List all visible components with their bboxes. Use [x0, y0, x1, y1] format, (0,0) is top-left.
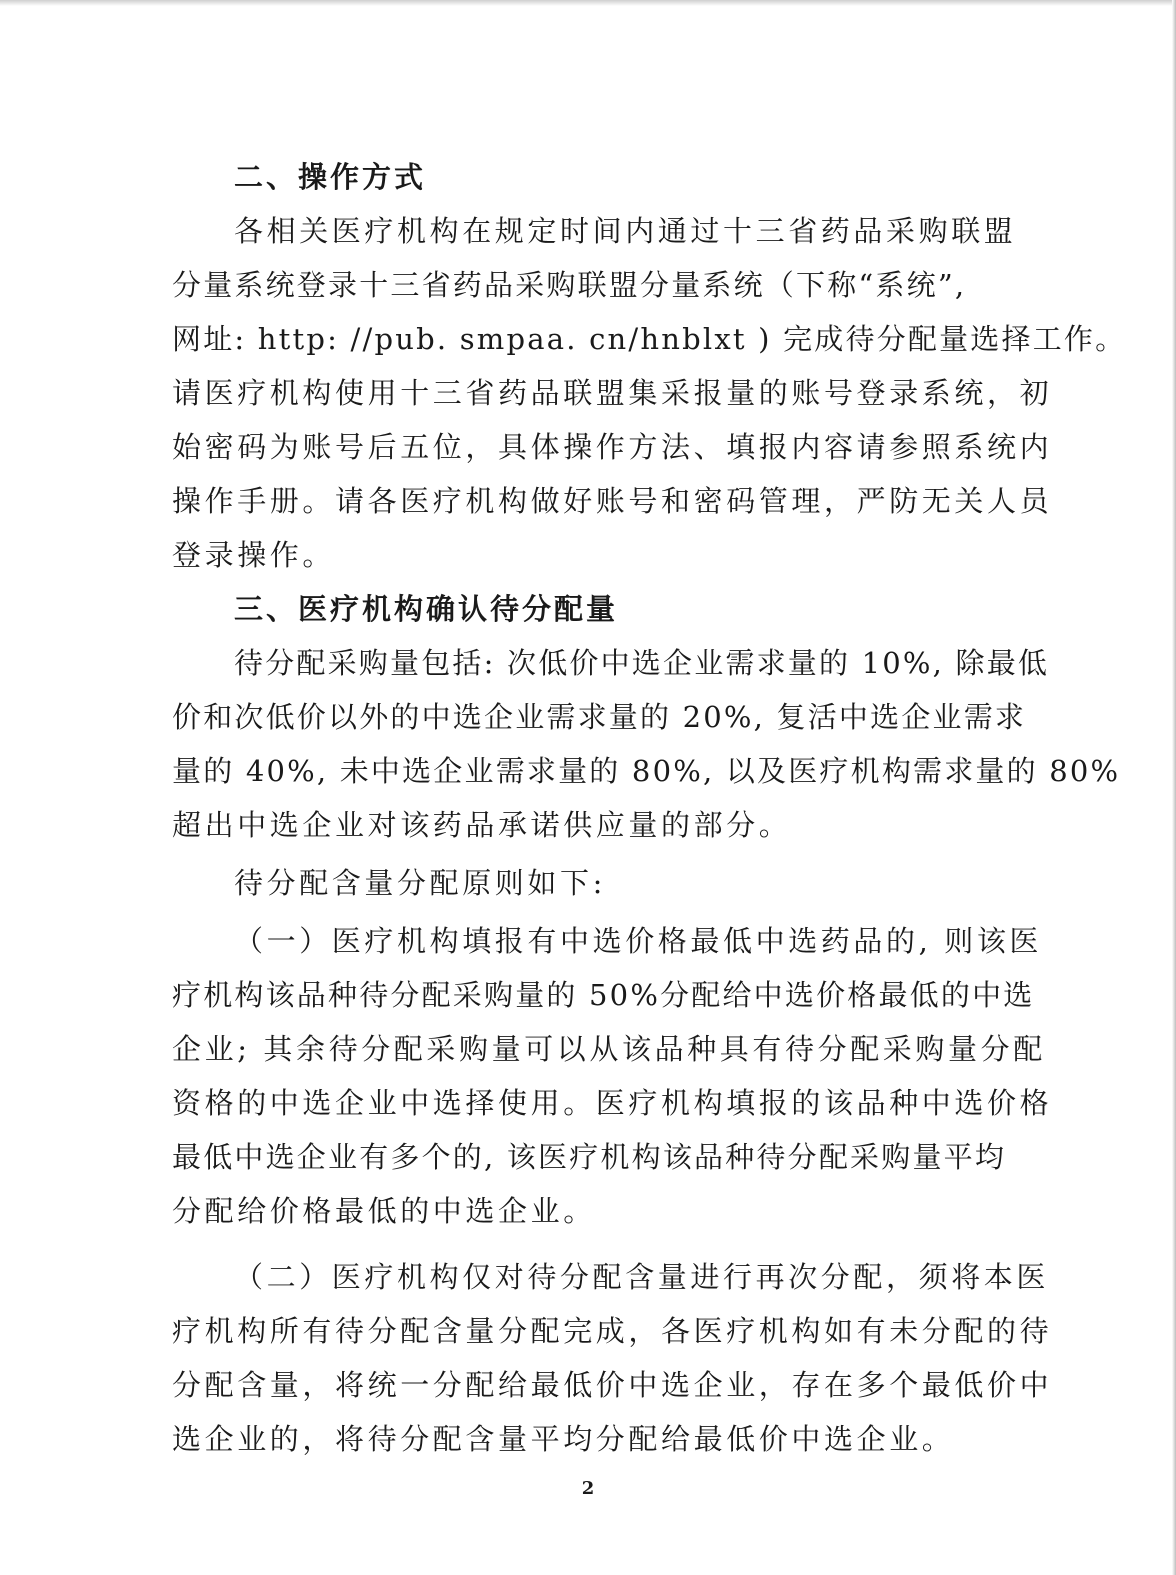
section-heading-confirm-allocation: 三、医疗机构确认待分配量	[234, 592, 619, 626]
list-item-two-line: 分配含量，将统一分配给最低价中选企业，存在多个最低价中	[172, 1368, 1053, 1402]
page-number: 2	[581, 1478, 595, 1499]
paragraph-line: 价和次低价以外的中选企业需求量的 20%, 复活中选企业需求	[172, 700, 1027, 734]
list-item-one-line: 最低中选企业有多个的, 该医疗机构该品种待分配采购量平均	[172, 1140, 1007, 1174]
list-item-two-line: 选企业的，将待分配含量平均分配给最低价中选企业。	[172, 1422, 955, 1456]
paragraph-line: 登录操作。	[172, 538, 336, 572]
list-item-one-line: 资格的中选企业中选择使用。医疗机构填报的该品种中选价格	[172, 1086, 1053, 1120]
scan-edge-right	[1172, 0, 1176, 1575]
paragraph-line: 始密码为账号后五位，具体操作方法、填报内容请参照系统内	[172, 430, 1053, 464]
list-item-one-line: 疗机构该品种待分配采购量的 50%分配给中选价格最低的中选	[172, 978, 1035, 1012]
section-heading-operation-method: 二、操作方式	[234, 160, 427, 194]
paragraph-line: 请医疗机构使用十三省药品联盟集采报量的账号登录系统，初	[172, 376, 1053, 410]
paragraph-line: 超出中选企业对该药品承诺供应量的部分。	[172, 808, 792, 842]
list-item-two-line: 疗机构所有待分配含量分配完成，各医疗机构如有未分配的待	[172, 1314, 1053, 1348]
list-item-one-line: 企业; 其余待分配采购量可以从该品种具有待分配采购量分配	[172, 1032, 1046, 1066]
paragraph-line: 操作手册。请各医疗机构做好账号和密码管理，严防无关人员	[172, 484, 1053, 518]
scan-edge-top	[0, 0, 1176, 6]
paragraph-line: 待分配含量分配原则如下:	[234, 866, 606, 900]
list-item-one-line: 分配给价格最低的中选企业。	[172, 1194, 596, 1228]
paragraph-line: 量的 40%, 未中选企业需求量的 80%, 以及医疗机构需求量的 80%	[172, 754, 1121, 788]
paragraph-line-url: 网址: http: //pub. smpaa. cn/hnblxt ) 完成待分配量选择工作。	[172, 322, 1127, 356]
list-item-two-line: （二）医疗机构仅对待分配含量进行再次分配，须将本医	[234, 1260, 1050, 1294]
paragraph-line: 各相关医疗机构在规定时间内通过十三省药品采购联盟	[234, 214, 1017, 248]
paragraph-line: 待分配采购量包括: 次低价中选企业需求量的 10%, 除最低	[234, 646, 1050, 680]
paragraph-line: 分量系统登录十三省药品采购联盟分量系统（下称“系统”,	[172, 268, 967, 302]
document-page	[172, 150, 1127, 1466]
list-item-one-line: （一）医疗机构填报有中选价格最低中选药品的, 则该医	[234, 924, 1043, 958]
